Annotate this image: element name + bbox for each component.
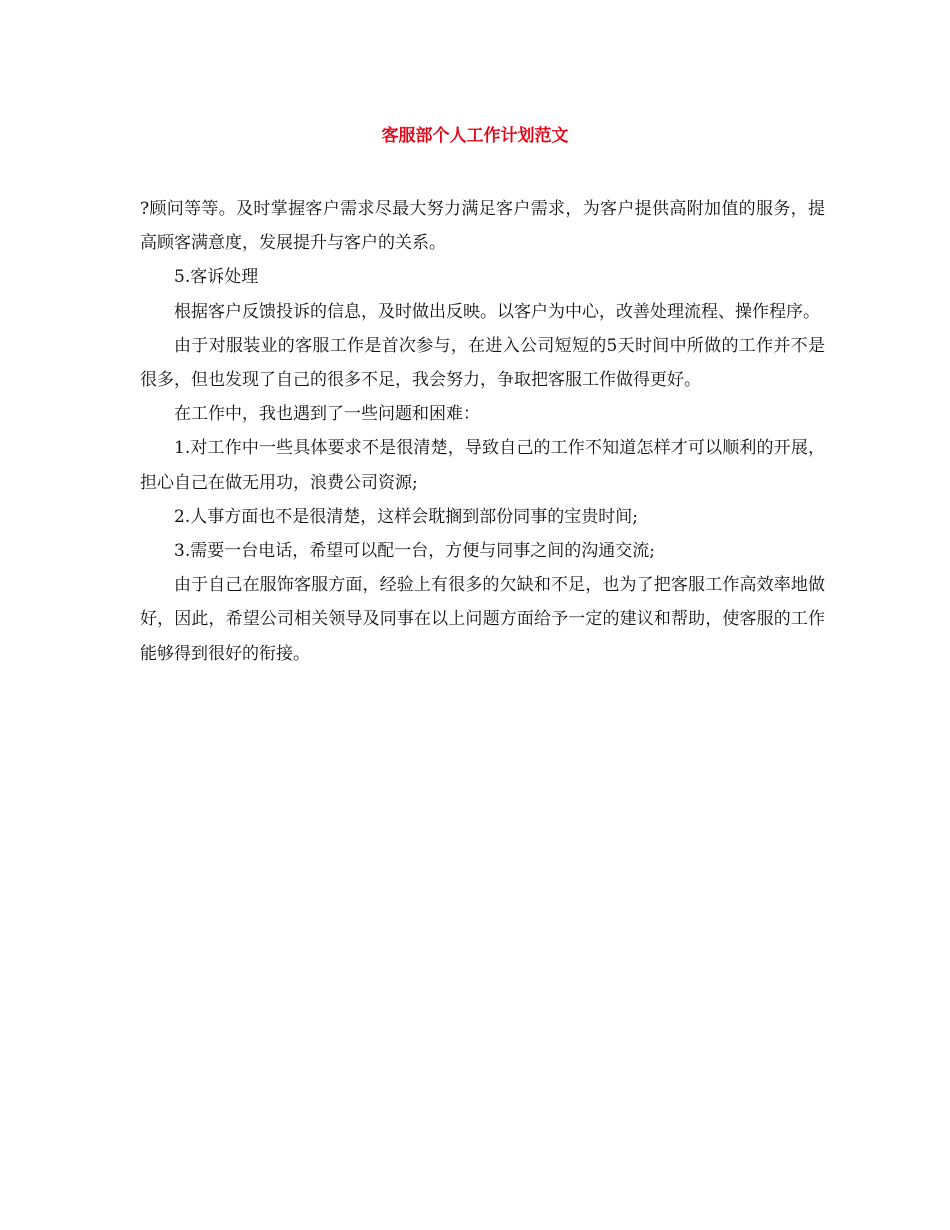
paragraph-complaint-handling: 根据客户反馈投诉的信息，及时做出反映。以客户为中心，改善处理流程、操作程序。 (174, 301, 820, 322)
document-title: 客服部个人工作计划范文 (381, 126, 569, 146)
paragraph-continuation: ?顾问等等。及时掌握客户需求尽最大努力满足客户需求，为客户提供高附加值的服务，提高顾客满意度，发展提升与客户的关系。 (140, 199, 825, 254)
list-item-problem-1: 1.对工作中一些具体要求不是很清楚，导致自己的工作不知道怎样才可以顺利的开展，担心自己在做无用功，浪费公司资源; (140, 438, 825, 493)
paragraph-conclusion: 由于自己在服饰客服方面，经验上有很多的欠缺和不足，也为了把客服工作高效率地做好，因此，希望公司相关领导及同事在以上问题方面给予一定的建议和帮助，使客服的工作能够得到很好的衔接。 (140, 575, 825, 664)
list-item-problem-2: 2.人事方面也不是很清楚，这样会耽搁到部份同事的宝贵时间; (174, 506, 638, 527)
document-body (140, 192, 825, 671)
paragraph-first-experience: 由于对服装业的客服工作是首次参与，在进入公司短短的5天时间中所做的工作并不是很多，但也发现了自己的很多不足，我会努力，争取把客服工作做得更好。 (140, 335, 825, 391)
paragraph-problems-intro: 在工作中，我也遇到了一些问题和困难： (174, 404, 480, 425)
section-heading-complaints: 5.客诉处理 (174, 267, 259, 288)
list-item-problem-3: 3.需要一台电话，希望可以配一台，方便与同事之间的沟通交流; (174, 541, 655, 562)
